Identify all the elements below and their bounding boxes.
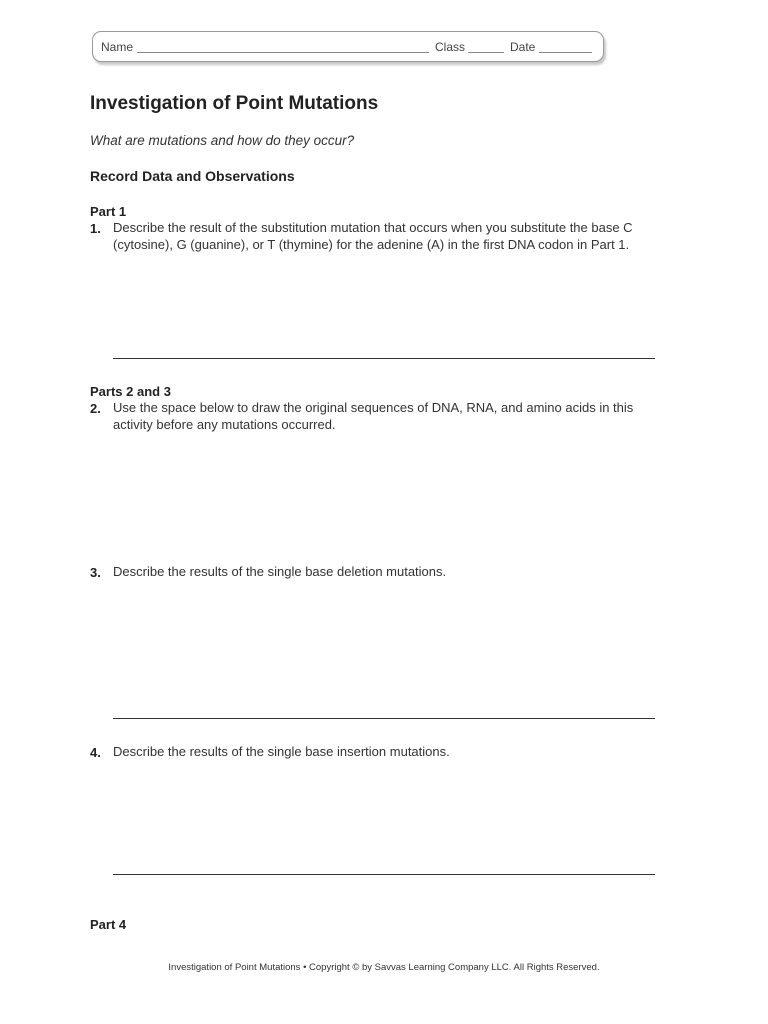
question-1-text: Describe the result of the substitution mutation that occurs when you substitute the base C (cytosine), G (guanine), or T (thymine) for the adenine (A) in the first DNA codon in Part 1.	[113, 220, 633, 252]
class-field[interactable]	[468, 52, 504, 53]
class-label: Class	[435, 40, 466, 54]
section-heading: Record Data and Observations	[90, 168, 295, 184]
name-label: Name	[101, 40, 134, 54]
answer-line-3[interactable]	[113, 718, 655, 719]
name-field[interactable]	[137, 52, 429, 53]
copyright-footer: Investigation of Point Mutations • Copyright © by Savvas Learning Company LLC. All Rights Reserved.	[168, 962, 600, 973]
question-4-text: Describe the results of the single base insertion mutations.	[113, 744, 450, 759]
question-3-text: Describe the results of the single base deletion mutations.	[113, 564, 447, 579]
student-info-box	[92, 31, 604, 62]
question-2-text: Use the space below to draw the original sequences of DNA, RNA, and amino acids in this activity before any mutations occurred.	[113, 400, 634, 432]
question-1-number: 1.	[90, 221, 101, 236]
part-4-heading: Part 4	[90, 917, 127, 932]
page-subtitle: What are mutations and how do they occur?	[90, 133, 355, 148]
part-1-heading: Part 1	[90, 204, 127, 219]
question-4-number: 4.	[90, 745, 101, 760]
answer-line-1[interactable]	[113, 358, 655, 359]
date-label: Date	[510, 40, 536, 54]
question-3-number: 3.	[90, 565, 101, 580]
date-field[interactable]	[539, 52, 592, 53]
parts-2-3-heading: Parts 2 and 3	[90, 384, 171, 399]
question-2-number: 2.	[90, 401, 101, 416]
page-title: Investigation of Point Mutations	[90, 93, 379, 114]
answer-line-4[interactable]	[113, 874, 655, 875]
